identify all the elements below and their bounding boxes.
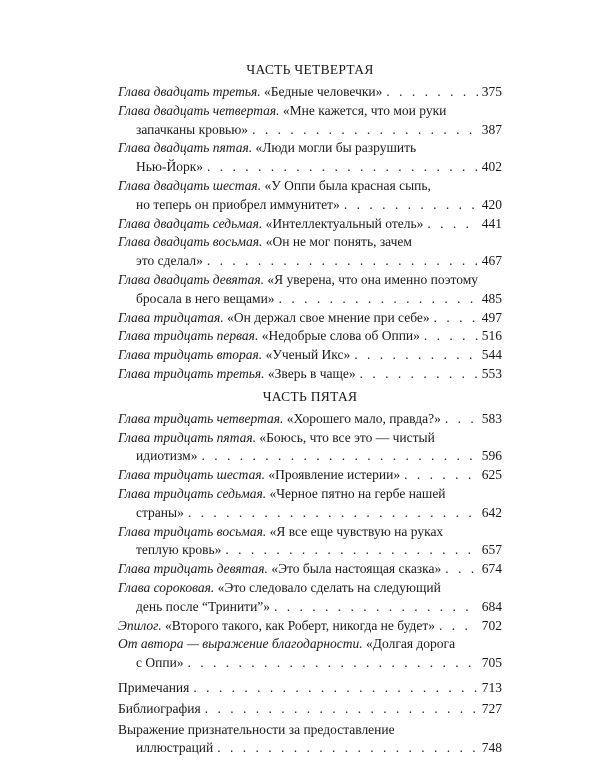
page-number: 684	[481, 598, 502, 614]
page-number: 657	[481, 542, 502, 558]
dot-leader	[188, 504, 478, 523]
chapter-title: «Проявление истерии»	[264, 467, 401, 483]
page-number: 485	[481, 290, 502, 306]
chapter-label: Глава тридцать восьмая.	[118, 523, 267, 539]
dot-leader	[434, 309, 478, 328]
chapter-title: «Он держал свое мнение при себе»	[223, 309, 430, 325]
chapter-label: Глава двадцать третья.	[118, 84, 261, 99]
entry-first-line	[118, 579, 502, 598]
chapter-title: «Интеллектуальный отель»	[262, 215, 424, 231]
entry-continuation	[118, 541, 502, 560]
toc-entry-epilogue[interactable]	[118, 617, 502, 636]
entry-first-line	[118, 233, 502, 252]
toc-entry-ch36[interactable]	[118, 466, 502, 485]
entry-text: Примечания	[118, 679, 190, 695]
chapter-title: «Второго такого, как Роберт, никогда не будет»	[161, 617, 436, 633]
toc-entry-ch33[interactable]	[118, 365, 502, 384]
entry-continuation	[118, 654, 502, 673]
entry-first-line	[118, 523, 502, 542]
chapter-title: «Бедные человечки»	[260, 84, 383, 99]
page-number: 553	[481, 365, 502, 381]
back-matter-list	[118, 679, 502, 758]
page-number: 375	[481, 84, 502, 99]
chapter-title-cont: это сделал»	[136, 253, 203, 269]
chapter-title: «Зверь в чаще»	[264, 365, 356, 381]
chapter-title: «У Оппи была красная сыпь,	[261, 177, 431, 193]
entry-text	[118, 560, 441, 579]
dot-leader	[354, 346, 477, 365]
entry-text	[118, 365, 356, 384]
toc-content	[118, 60, 502, 760]
chapter-label: Глава двадцать шестая.	[118, 177, 262, 193]
toc-entry-ch31[interactable]	[118, 327, 502, 346]
chapter-label: Эпилог.	[118, 617, 162, 633]
chapter-title: «Ученый Икс»	[262, 347, 351, 363]
chapter-title-cont: но теперь он приобрел иммунитет»	[136, 196, 340, 212]
chapter-label: Глава тридцать девятая.	[118, 561, 268, 577]
toc-entry-ch39[interactable]	[118, 560, 502, 579]
dot-leader	[404, 466, 478, 485]
chapter-title-cont: теплую кровь»	[136, 542, 222, 558]
chapter-label: Глава тридцать вторая.	[118, 347, 263, 363]
dot-leader	[344, 196, 478, 215]
page-number: 387	[481, 121, 502, 137]
entry-first-line	[118, 429, 502, 448]
chapter-label: Глава двадцать пятая.	[118, 140, 253, 156]
dot-leader	[445, 560, 478, 579]
chapter-label: Глава двадцать седьмая.	[118, 215, 263, 231]
chapter-label: Глава тридцать первая.	[118, 328, 259, 344]
page-number: 642	[481, 504, 502, 520]
chapter-label: Глава двадцать девятая.	[118, 271, 265, 287]
chapter-title: «Черное пятно на гербе нашей	[266, 485, 446, 501]
entry-text	[118, 346, 350, 365]
toc-entry-illustrations[interactable]	[118, 721, 502, 759]
entry-continuation	[118, 158, 502, 177]
entry-continuation	[118, 290, 502, 309]
entry-continuation	[118, 504, 502, 523]
part-five-list	[118, 410, 502, 673]
entry-first-line	[118, 177, 502, 196]
toc-entry-author-note[interactable]	[118, 635, 502, 673]
toc-entry-notes[interactable]	[118, 679, 502, 698]
toc-entry-ch24[interactable]	[118, 102, 502, 140]
entry-first-line	[118, 271, 502, 290]
chapter-title-cont: идиотизм»	[136, 448, 198, 464]
entry-continuation	[118, 252, 502, 271]
dot-leader	[193, 679, 477, 698]
chapter-title-cont: день после “Тринити”»	[136, 598, 271, 614]
chapter-title: «Боюсь, что все это — чистый	[256, 429, 435, 445]
entry-first-line: Выражение признательности за предоставление	[118, 721, 395, 737]
entry-text	[118, 617, 435, 636]
dot-leader	[201, 447, 477, 466]
page-number: 516	[481, 328, 502, 344]
dot-leader	[445, 410, 478, 429]
dot-leader	[439, 617, 478, 636]
toc-entry-ch26[interactable]	[118, 177, 502, 215]
page-number: 748	[481, 740, 502, 756]
dot-leader	[424, 327, 478, 346]
toc-entry-ch30[interactable]	[118, 309, 502, 328]
page-number: 702	[481, 617, 502, 633]
page-number: 674	[481, 561, 502, 577]
chapter-label: От автора — выражение благодарности.	[118, 636, 363, 652]
chapter-label: Глава тридцатая.	[118, 309, 224, 325]
entry-first-line	[118, 139, 502, 158]
dot-leader	[207, 252, 478, 271]
entry-text	[118, 466, 400, 485]
toc-entry-bibliography[interactable]	[118, 700, 502, 719]
entry-text	[118, 83, 382, 102]
page-number: 713	[481, 679, 502, 695]
chapter-title: «Мне кажется, что мои руки	[279, 102, 447, 118]
page-number: 497	[481, 309, 502, 325]
chapter-label: Глава двадцать восьмая.	[118, 234, 263, 250]
entry-first-line	[118, 485, 502, 504]
page-number: 705	[481, 655, 502, 671]
entry-text: Библиография	[118, 700, 201, 716]
dot-leader	[188, 654, 478, 673]
entry-continuation	[118, 447, 502, 466]
entry-continuation	[118, 121, 502, 140]
dot-leader	[207, 158, 478, 177]
dot-leader	[360, 365, 478, 384]
toc-entry-ch25[interactable]	[118, 139, 502, 177]
dot-leader	[205, 700, 478, 719]
dot-leader	[274, 598, 478, 617]
dot-leader	[427, 215, 477, 234]
part-four-list	[118, 83, 502, 384]
dot-leader	[279, 290, 478, 309]
toc-entry-ch27[interactable]	[118, 215, 502, 234]
dot-leader	[225, 541, 477, 560]
toc-entry-ch40[interactable]	[118, 579, 502, 617]
entry-text	[118, 215, 423, 234]
chapter-title-cont: бросала в него вещами»	[136, 290, 275, 306]
dot-leader	[217, 739, 477, 758]
toc-entry-ch23[interactable]	[118, 83, 502, 102]
entry-text	[118, 410, 441, 429]
entry-continuation	[118, 739, 502, 758]
part-four-title: ЧАСТЬ ЧЕТВЕРТАЯ	[246, 62, 374, 77]
toc-entry-ch28[interactable]	[118, 233, 502, 271]
page-number: 583	[481, 410, 502, 426]
chapter-label: Глава тридцать шестая.	[118, 467, 265, 483]
chapter-label: Глава тридцать третья.	[118, 365, 265, 381]
chapter-title: «Он не мог понять, зачем	[262, 234, 412, 250]
toc-entry-ch37[interactable]	[118, 485, 502, 523]
entry-continuation	[118, 598, 502, 617]
chapter-label: Глава тридцать четвертая.	[118, 410, 284, 426]
entry-first-line	[118, 635, 502, 654]
chapter-title-cont: Нью-Йорк»	[136, 159, 204, 175]
chapter-title-cont: запачканы кровью»	[136, 121, 249, 137]
chapter-title: «Я уверена, что она именно поэтому	[264, 271, 479, 287]
entry-text	[118, 327, 420, 346]
toc-entry-ch35[interactable]	[118, 429, 502, 467]
page-number: 441	[481, 215, 502, 231]
chapter-title: «Это следовало сделать на следующий	[214, 579, 441, 595]
entry-continuation	[118, 196, 502, 215]
entry-text-cont: иллюстраций	[136, 740, 214, 756]
chapter-title: «Недобрые слова об Оппи»	[258, 328, 420, 344]
page-number: 544	[481, 347, 502, 363]
page-number: 625	[481, 467, 502, 483]
chapter-title-cont: с Оппи»	[136, 655, 184, 671]
page-number: 402	[481, 159, 502, 175]
chapter-title: «Люди могли бы разрушить	[252, 140, 417, 156]
dot-leader	[386, 83, 477, 102]
chapter-label: Глава сороковая.	[118, 579, 215, 595]
chapter-title: «Хорошего мало, правда?»	[283, 410, 441, 426]
part-five-title: ЧАСТЬ ПЯТАЯ	[262, 388, 358, 404]
chapter-title-cont: страны»	[136, 504, 184, 520]
chapter-title: «Долгая дорога	[362, 636, 456, 652]
dot-leader	[252, 121, 478, 140]
chapter-label: Глава тридцать седьмая.	[118, 485, 267, 501]
chapter-title: «Я все еще чувствую на руках	[266, 523, 444, 539]
page-number: 420	[481, 196, 502, 212]
entry-text	[118, 309, 430, 328]
page-number: 727	[481, 700, 502, 716]
chapter-label: Глава двадцать четвертая.	[118, 102, 280, 118]
toc-entry-ch38[interactable]	[118, 523, 502, 561]
toc-entry-ch29[interactable]	[118, 271, 502, 309]
toc-entry-ch34[interactable]	[118, 410, 502, 429]
page-number: 596	[481, 448, 502, 464]
entry-first-line	[118, 102, 502, 121]
page-number: 467	[481, 253, 502, 269]
chapter-title: «Это была настоящая сказка»	[267, 561, 442, 577]
chapter-label: Глава тридцать пятая.	[118, 429, 257, 445]
toc-entry-ch32[interactable]	[118, 346, 502, 365]
